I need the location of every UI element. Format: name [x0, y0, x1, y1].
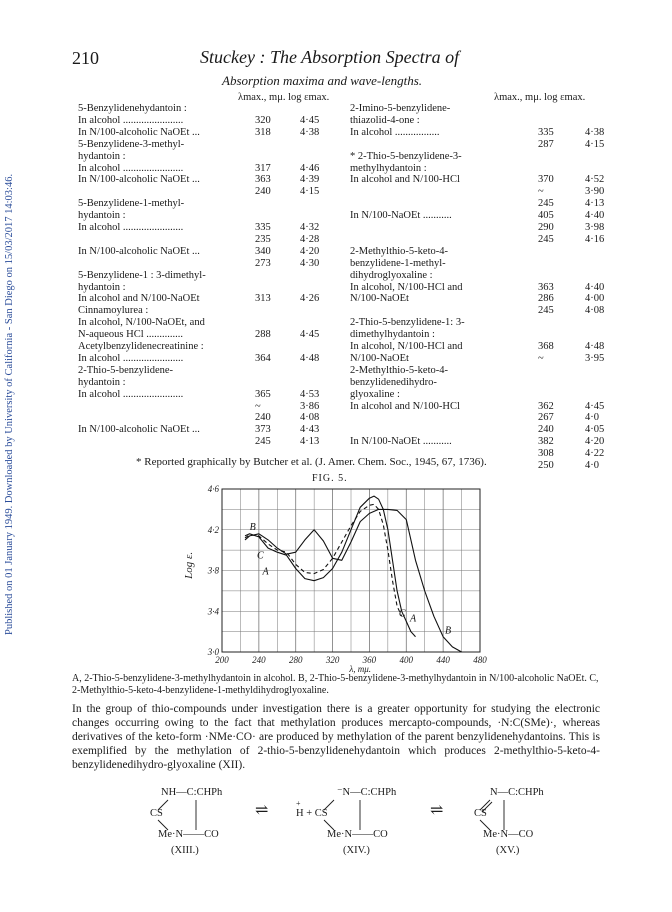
table-row-label: In alcohol and N/100-HCl [350, 400, 460, 412]
table-row-label: In N/100-alcoholic NaOEt ... [78, 424, 200, 436]
structure-xiii-mid: CS [150, 808, 163, 819]
table-row-label: methylhydantoin : [350, 162, 427, 174]
structure-xiii-bottom: Me·N——CO [158, 829, 219, 840]
table-cell-lambda: 286 [538, 293, 554, 305]
table-cell-lambda: 313 [255, 293, 271, 305]
table-cell-logeps: 3·98 [585, 222, 605, 233]
series-label-B: B [249, 521, 256, 533]
x-tick-label: 400 [399, 655, 414, 665]
table-cell-lambda: 320 [255, 114, 271, 126]
table-cell-logeps: 4·15 [300, 186, 320, 198]
table-row-label: hydantoin : [78, 150, 126, 162]
table-cell-lambda: 273 [255, 257, 271, 269]
table-cell-logeps: 4·0 [585, 412, 599, 424]
table-cell-lambda: 362 [538, 400, 554, 412]
table-cell-lambda: ~ [255, 400, 261, 412]
x-tick-label: 200 [215, 655, 229, 665]
table-cell-logeps: 4·38 [585, 126, 605, 138]
table-row-label: In alcohol ....................... [78, 222, 184, 233]
table-row-label: In alcohol ....................... [78, 162, 184, 174]
structure-xiii-top: NH—C:CHPh [161, 787, 223, 798]
figure-label: FIG. 5. [312, 473, 348, 484]
table-cell-lambda: 245 [538, 233, 554, 245]
table-cell-logeps: 4·00 [585, 293, 605, 305]
x-tick-label: 280 [288, 655, 303, 665]
series-line-B [245, 496, 416, 637]
x-tick-label: 440 [436, 655, 450, 665]
structure-xiv-top: ⁻N—C:CHPh [337, 787, 397, 798]
table-row-label: In alcohol ................. [350, 126, 440, 138]
table-cell-lambda: 245 [538, 198, 554, 210]
table-cell-lambda: 267 [538, 412, 554, 424]
table-row-label: 5-Benzylidenehydantoin : [78, 103, 187, 114]
bond-line [480, 820, 490, 830]
table-cell-lambda: 245 [255, 436, 271, 448]
table-cell-logeps: 4·13 [300, 436, 320, 448]
table-row-label: 5-Benzylidene-1 : 3-dimethyl- [78, 269, 206, 281]
table-row-label: N/100-NaOEt [350, 352, 409, 364]
table-cell-logeps: 4·30 [300, 257, 320, 269]
table-cell-lambda: 318 [255, 126, 271, 138]
y-tick-label: 3·8 [207, 565, 219, 576]
table-row-label: N/100-NaOEt [350, 293, 409, 305]
table-cell-logeps: 4·20 [585, 436, 605, 448]
table-cell-lambda: 308 [538, 448, 554, 460]
download-watermark: Published on 01 January 1949. Downloaded by University of California - San Diego on 15/03/2017 14:03:46. [4, 173, 15, 635]
table-row-label: hydantoin : [78, 210, 126, 222]
equilibrium-arrow-2: ⇌ [430, 802, 444, 819]
page-number: 210 [72, 48, 99, 68]
bond-line [158, 800, 168, 810]
table-row-label: In N/100-NaOEt ........... [350, 210, 452, 222]
table-cell-logeps: 4·53 [300, 388, 320, 400]
table-cell-logeps: 4·32 [300, 222, 320, 233]
table-cell-lambda: 240 [538, 424, 554, 436]
table-col-header-right: λmax., mμ. log εmax. [494, 92, 586, 103]
series-label-A: A [409, 613, 417, 625]
table-row-label: benzylidene-1-methyl- [350, 257, 446, 269]
table-cell-logeps: 4·46 [300, 162, 320, 174]
body-paragraph: In the group of thio-compounds under investigation there is a greater opportunity for studying the electronic changes occurring owing to the fact that methylation produces mercapto-compounds, ·N:C(SMe)·, whereas derivatives of the keto-form ·NMe·CO· are produced by methylation of the parent benzylidenehydantoins. This is exemplified by the methylation of 2-thio-5-benzylidenehydantoin which produces 2-methylthio-5-keto-4-benzylidenedihydro-glyoxaline (XII). [72, 703, 600, 771]
y-tick-label: 3·0 [207, 647, 219, 657]
table-row-label: N-aqueous HCl .............. [78, 329, 183, 341]
series-label-C: C [257, 550, 264, 562]
table-cell-logeps: 4·13 [585, 198, 605, 210]
table-cell-logeps: 4·0 [585, 460, 599, 471]
y-tick-label: 3·4 [207, 606, 219, 617]
table-row-label: thiazolid-4-one : [350, 114, 420, 126]
table-row-label: In alcohol and N/100-NaOEt [78, 293, 200, 305]
table-cell-logeps: 4·40 [585, 210, 605, 222]
x-tick-label: 360 [362, 655, 377, 665]
table-row-label: In N/100-alcoholic NaOEt ... [78, 245, 200, 257]
y-axis-label: Log ε. [183, 551, 195, 579]
table-cell-lambda: 250 [538, 460, 554, 471]
structure-xiv-charge: + [296, 799, 301, 808]
x-tick-label: 480 [473, 655, 487, 665]
table-row-label: In alcohol ....................... [78, 114, 184, 126]
table-cell-lambda: 290 [538, 222, 554, 233]
table-row-label: In N/100-alcoholic NaOEt ... [78, 126, 200, 138]
table-cell-logeps: 4·45 [585, 400, 605, 412]
table-row-label: dimethylhydantoin : [350, 329, 435, 341]
table-row-label: In alcohol and N/100-HCl [350, 174, 460, 186]
bond-line [158, 820, 168, 830]
series-label-A: A [262, 566, 269, 578]
table-cell-lambda: 370 [538, 174, 554, 186]
table-col-header-left: λmax., mμ. log εmax. [238, 92, 330, 103]
table-row-label: hydantoin : [78, 376, 126, 388]
table-row-label: Cinnamoylurea : [78, 305, 149, 317]
table-row-label: In alcohol ....................... [78, 352, 184, 364]
series-label-C: C [398, 608, 406, 620]
table-cell-logeps: 4·45 [300, 329, 320, 341]
table-row-label: Acetylbenzylidenecreatinine : [78, 341, 204, 352]
y-tick-label: 4·6 [207, 484, 219, 494]
table-cell-lambda: 373 [255, 424, 271, 436]
table-cell-lambda: 287 [538, 138, 554, 150]
table-cell-logeps: 4·15 [585, 138, 605, 150]
structure-xv-top: N—C:CHPh [490, 787, 544, 798]
structure-bonds [140, 790, 560, 845]
table-cell-lambda: 368 [538, 341, 554, 352]
structure-xv-mid: CS [474, 808, 487, 819]
table-cell-logeps: 4·39 [300, 174, 320, 186]
table-cell-lambda: 363 [255, 174, 271, 186]
table-row-label: In alcohol, N/100-HCl and [350, 341, 463, 352]
table-cell-logeps: 4·43 [300, 424, 320, 436]
table-cell-logeps: 3·90 [585, 186, 605, 198]
table-cell-lambda: ~ [538, 186, 544, 198]
table-cell-lambda: ~ [538, 352, 544, 364]
table-row-label: 5-Benzylidene-1-methyl- [78, 198, 185, 210]
table-cell-lambda: 363 [538, 281, 554, 293]
table-row-label: benzylidenedihydro- [350, 376, 437, 388]
equilibrium-arrow-1: ⇌ [255, 802, 269, 819]
table-cell-logeps: 4·52 [585, 174, 605, 186]
structure-xiv-mid: H + CS [296, 808, 328, 819]
table-cell-logeps: 4·16 [585, 233, 605, 245]
table-row-label: hydantoin : [78, 281, 126, 293]
table-row-label: 2-Methylthio-5-keto-4- [350, 245, 448, 257]
table-row-label: In alcohol ....................... [78, 388, 184, 400]
table-cell-lambda: 365 [255, 388, 271, 400]
table-cell-lambda: 405 [538, 210, 554, 222]
table-cell-logeps: 4·26 [300, 293, 320, 305]
bond-line [324, 800, 334, 810]
figure-caption: A, 2-Thio-5-benzylidene-3-methylhydantoin in alcohol. B, 2-Thio-5-benzylidene-3-methylhydantoin in N/100-alcoholic NaOEt. C, 2-Methylthio-5-keto-4-benzylidene-1-methyldihydroglyoxaline. [72, 673, 599, 696]
table-cell-lambda: 240 [255, 186, 271, 198]
structure-xiv-label: (XIV.) [343, 845, 370, 856]
table-cell-logeps: 4·48 [300, 352, 320, 364]
table-cell-logeps: 4·28 [300, 233, 320, 245]
table-cell-lambda: 235 [255, 233, 271, 245]
table-cell-logeps: 3·86 [300, 400, 320, 412]
table-cell-lambda: 240 [255, 412, 271, 424]
table-cell-lambda: 382 [538, 436, 554, 448]
table-row-label: In N/100-NaOEt ........... [350, 436, 452, 448]
table-cell-lambda: 335 [538, 126, 554, 138]
table-row-label: dihydroglyoxaline : [350, 269, 433, 281]
table-cell-logeps: 4·40 [585, 281, 605, 293]
structure-xiv-bottom: Me·N——CO [327, 829, 388, 840]
table-cell-logeps: 4·20 [300, 245, 320, 257]
table-cell-lambda: 317 [255, 162, 271, 174]
table-cell-logeps: 4·08 [585, 305, 605, 317]
table-cell-lambda: 245 [538, 305, 554, 317]
structure-xv-bottom: Me·N—CO [483, 829, 534, 840]
table-row-label: In alcohol, N/100-HCl and [350, 281, 463, 293]
table-title: Absorption maxima and wave-lengths. [222, 73, 423, 88]
table-row-label: 2-Methylthio-5-keto-4- [350, 364, 448, 376]
table-cell-logeps: 3·95 [585, 352, 605, 364]
series-line-C [245, 504, 402, 616]
table-cell-logeps: 4·38 [300, 126, 320, 138]
x-tick-label: 320 [325, 655, 340, 665]
table-row-label: glyoxaline : [350, 388, 400, 400]
table-cell-lambda: 288 [255, 329, 271, 341]
table-row-label: 2-Thio-5-benzylidene-1: 3- [350, 317, 465, 329]
absorption-chart [170, 484, 500, 674]
table-cell-logeps: 4·45 [300, 114, 320, 126]
running-title: Stuckey : The Absorption Spectra of [200, 47, 460, 67]
table-row-label: 2-Thio-5-benzylidene- [78, 364, 174, 376]
table-cell-logeps: 4·08 [300, 412, 320, 424]
table-row-label: * 2-Thio-5-benzylidene-3- [350, 150, 462, 162]
series-label-B: B [444, 625, 452, 637]
x-tick-label: 240 [252, 655, 266, 665]
bond-line [324, 820, 334, 830]
table-row-label: In alcohol, N/100-NaOEt, and [78, 317, 205, 329]
table-cell-logeps: 4·05 [585, 424, 605, 436]
table-cell-lambda: 340 [255, 245, 271, 257]
table-row-label: In N/100-alcoholic NaOEt ... [78, 174, 200, 186]
table-cell-logeps: 4·48 [585, 341, 605, 352]
y-tick-label: 4·2 [207, 524, 219, 535]
table-cell-logeps: 4·22 [585, 448, 605, 460]
x-axis-label: λ, mμ. [349, 664, 372, 674]
structure-xiii-label: (XIII.) [171, 845, 199, 856]
table-cell-lambda: 335 [255, 222, 271, 233]
structure-xv-label: (XV.) [496, 845, 520, 856]
table-row-label: 5-Benzylidene-3-methyl- [78, 138, 185, 150]
table-row-label: 2-Imino-5-benzylidene- [350, 103, 451, 114]
table-footnote: * Reported graphically by Butcher et al. (J. Amer. Chem. Soc., 1945, 67, 1736). [136, 456, 487, 468]
table-cell-lambda: 364 [255, 352, 271, 364]
